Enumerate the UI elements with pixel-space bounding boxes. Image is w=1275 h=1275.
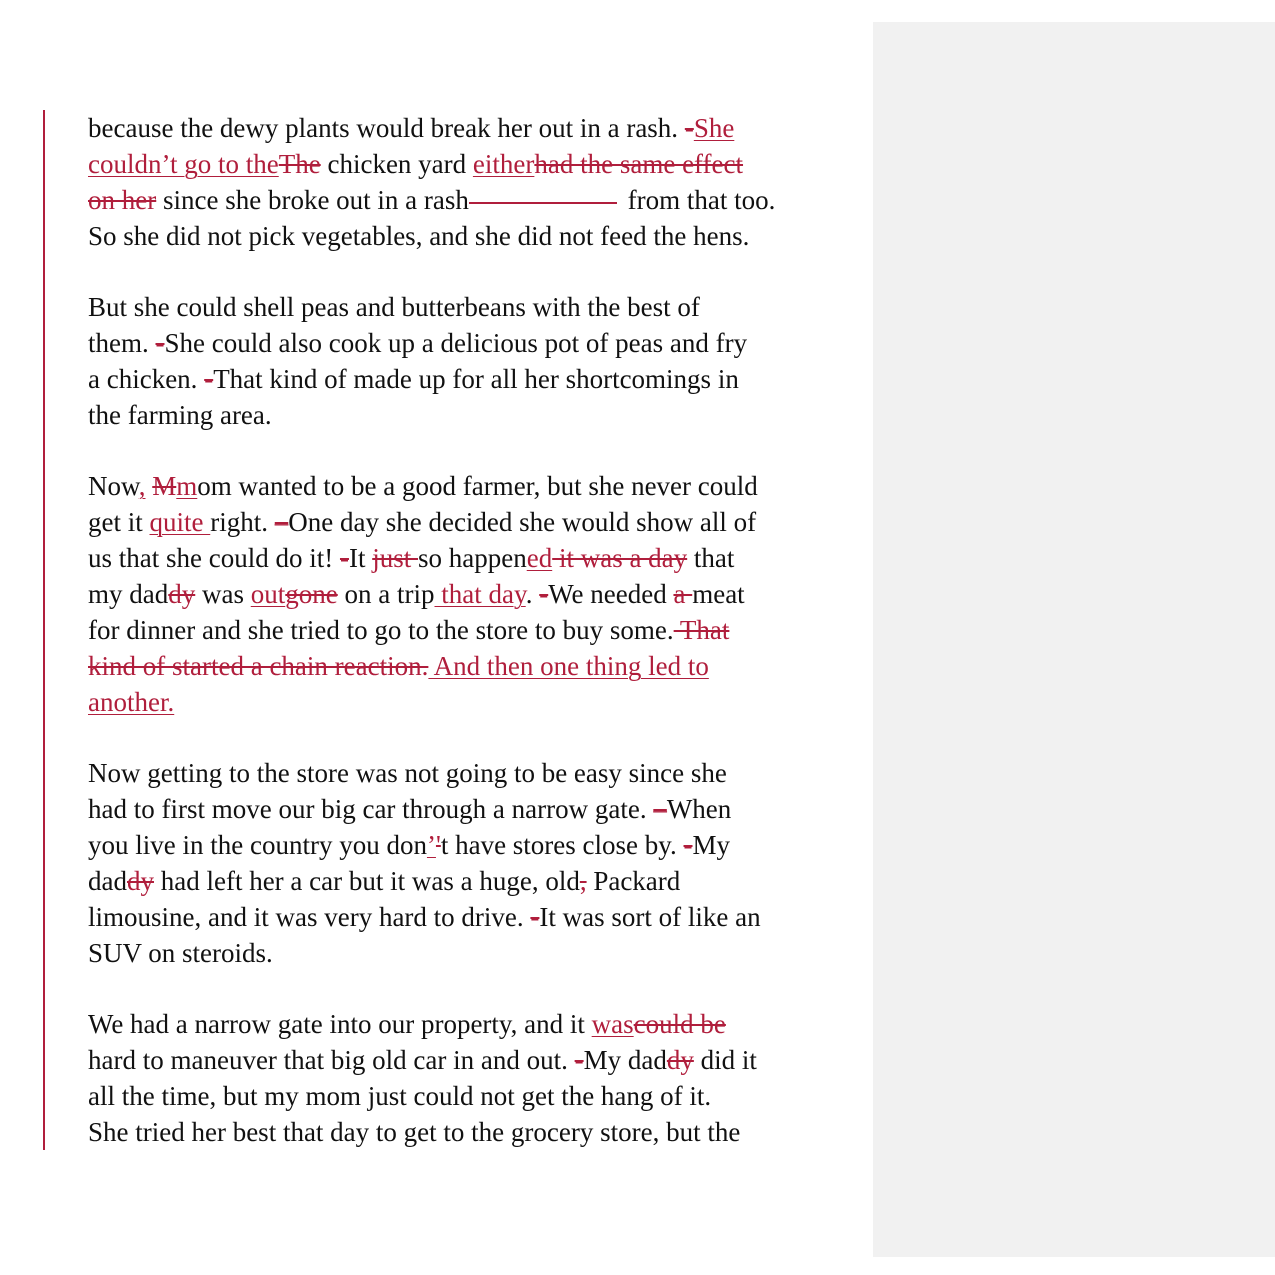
inserted-text: either [472, 149, 535, 179]
deleted-text: - [684, 113, 694, 143]
text-run: t have stores close by. [440, 830, 684, 860]
text-line [88, 504, 868, 540]
deleted-text: dy [168, 579, 196, 609]
inserted-text: And then one thing led to [428, 651, 709, 681]
text-run: One day she decided she would show all of [288, 507, 757, 537]
deleted-text: – [653, 794, 667, 824]
text-line [88, 397, 868, 433]
text-run: SUV on steroids. [88, 938, 273, 968]
text-line [88, 648, 868, 684]
text-line [88, 289, 868, 325]
text-run: had left her a car but it was a huge, old [153, 866, 580, 896]
paragraph-4 [88, 755, 868, 971]
text-run: so happen [417, 543, 527, 573]
deleted-text: - [530, 902, 540, 932]
deleted-text: dy [666, 1045, 694, 1075]
paragraph-gap [88, 433, 868, 468]
text-run: us that she could do it! [88, 543, 340, 573]
deleted-text: - [683, 830, 693, 860]
inserted-text: , [138, 471, 146, 501]
inserted-text: out [250, 579, 286, 609]
document-body[interactable] [88, 110, 868, 1150]
deleted-text: it was a day [552, 543, 688, 573]
deleted-text: - [539, 579, 549, 609]
paragraph-gap [88, 720, 868, 755]
text-run: Packard [586, 866, 681, 896]
text-run: We needed [548, 579, 674, 609]
text-line [88, 1078, 868, 1114]
text-run: a chicken. [88, 364, 205, 394]
text-line [88, 110, 868, 146]
text-line [88, 863, 868, 899]
text-run: My [692, 830, 731, 860]
text-line [88, 1042, 868, 1078]
text-line [88, 935, 868, 971]
deleted-text: on her [88, 185, 157, 215]
deleted-text: just [372, 543, 418, 573]
text-run: was [195, 579, 251, 609]
deleted-text: – [274, 507, 289, 537]
text-run: . [525, 579, 540, 609]
deleted-text: ' [435, 830, 441, 860]
text-run: the farming area. [88, 400, 272, 430]
paragraph-1 [88, 110, 868, 254]
deleted-text: - [204, 364, 214, 394]
inserted-text: was [591, 1009, 634, 1039]
inserted-text: that day [434, 579, 526, 609]
text-line [88, 218, 868, 254]
text-line [88, 325, 868, 361]
text-run: because the dewy plants would break her out in a rash. [88, 113, 685, 143]
text-line [88, 1114, 868, 1150]
text-run: my dad [88, 579, 169, 609]
inserted-text: quite [149, 507, 211, 537]
inserted-text: ’ [426, 830, 436, 860]
text-run: from that too. [620, 185, 776, 215]
paragraph-2 [88, 289, 868, 433]
text-run: right. [210, 507, 275, 537]
revision-change-bar [43, 110, 45, 1150]
text-run: meat [692, 579, 745, 609]
deleted-text: , [579, 866, 587, 896]
deleted-text: M [152, 471, 177, 501]
text-run: om wanted to be a good farmer, but she never could [197, 471, 758, 501]
inserted-text: another. [88, 687, 175, 717]
text-run: That kind of made up for all her shortcomings in [213, 364, 739, 394]
text-line [88, 182, 868, 218]
text-run: It was sort of like an [539, 902, 761, 932]
text-run: She tried her best that day to get to the grocery store, but the [88, 1117, 741, 1147]
text-run: had to first move our big car through a narrow gate. [88, 794, 654, 824]
text-line [88, 755, 868, 791]
text-run: Now [88, 471, 139, 501]
text-run: She could also cook up a delicious pot of peas and fry [164, 328, 748, 358]
text-run: Now getting to the store was not going to be easy since she [88, 758, 727, 788]
deleted-text: That [673, 615, 730, 645]
inserted-text: ed [526, 543, 553, 573]
deleted-text: kind of started a chain reaction. [88, 651, 429, 681]
deleted-text: had the same effect [534, 149, 744, 179]
text-run: hard to maneuver that big old car in and out. [88, 1045, 575, 1075]
text-run: We had a narrow gate into our property, and it [88, 1009, 592, 1039]
text-run: all the time, but my mom just could not get the hang of it. [88, 1081, 712, 1111]
paragraph-gap [88, 971, 868, 1006]
text-run: get it [88, 507, 150, 537]
text-run: limousine, and it was very hard to drive. [88, 902, 531, 932]
inserted-text: She [693, 113, 735, 143]
text-run: When [666, 794, 732, 824]
deleted-text: - [155, 328, 165, 358]
deleted-text: dy [126, 866, 154, 896]
deleted-text: - [574, 1045, 584, 1075]
paragraph-5 [88, 1006, 868, 1150]
text-run: It [348, 543, 373, 573]
text-run: for dinner and she tried to go to the store to buy some. [88, 615, 674, 645]
paragraph-3 [88, 468, 868, 720]
text-line [88, 576, 868, 612]
text-run: you live in the country you don [88, 830, 427, 860]
text-run: did it [693, 1045, 757, 1075]
text-run: So she did not pick vegetables, and she did not feed the hens. [88, 221, 750, 251]
text-run: But she could shell peas and butterbeans with the best of [88, 292, 700, 322]
text-line [88, 612, 868, 648]
text-line [88, 540, 868, 576]
text-line [88, 791, 868, 827]
text-line [88, 827, 868, 863]
deleted-text: a [673, 579, 693, 609]
text-run: them. [88, 328, 156, 358]
inserted-text: couldn’t go to the [88, 149, 279, 179]
deleted-text: could be [633, 1009, 726, 1039]
paragraph-gap [88, 254, 868, 289]
deleted-text: The [278, 149, 321, 179]
deleted-text: - [339, 543, 349, 573]
text-run: My dad [583, 1045, 667, 1075]
text-line [88, 146, 868, 182]
text-line [88, 468, 868, 504]
text-line [88, 1006, 868, 1042]
text-line [88, 684, 868, 720]
deleted-space-rule [469, 202, 617, 204]
text-run: chicken yard [320, 149, 473, 179]
text-line [88, 899, 868, 935]
text-run: since she broke out in a rash [156, 185, 469, 215]
deleted-text: gone [285, 579, 338, 609]
text-run: on a trip [337, 579, 435, 609]
inserted-text: m [176, 471, 198, 501]
text-line [88, 361, 868, 397]
text-run: dad [88, 866, 127, 896]
text-run: that [687, 543, 735, 573]
comment-margin-panel [873, 22, 1275, 1257]
